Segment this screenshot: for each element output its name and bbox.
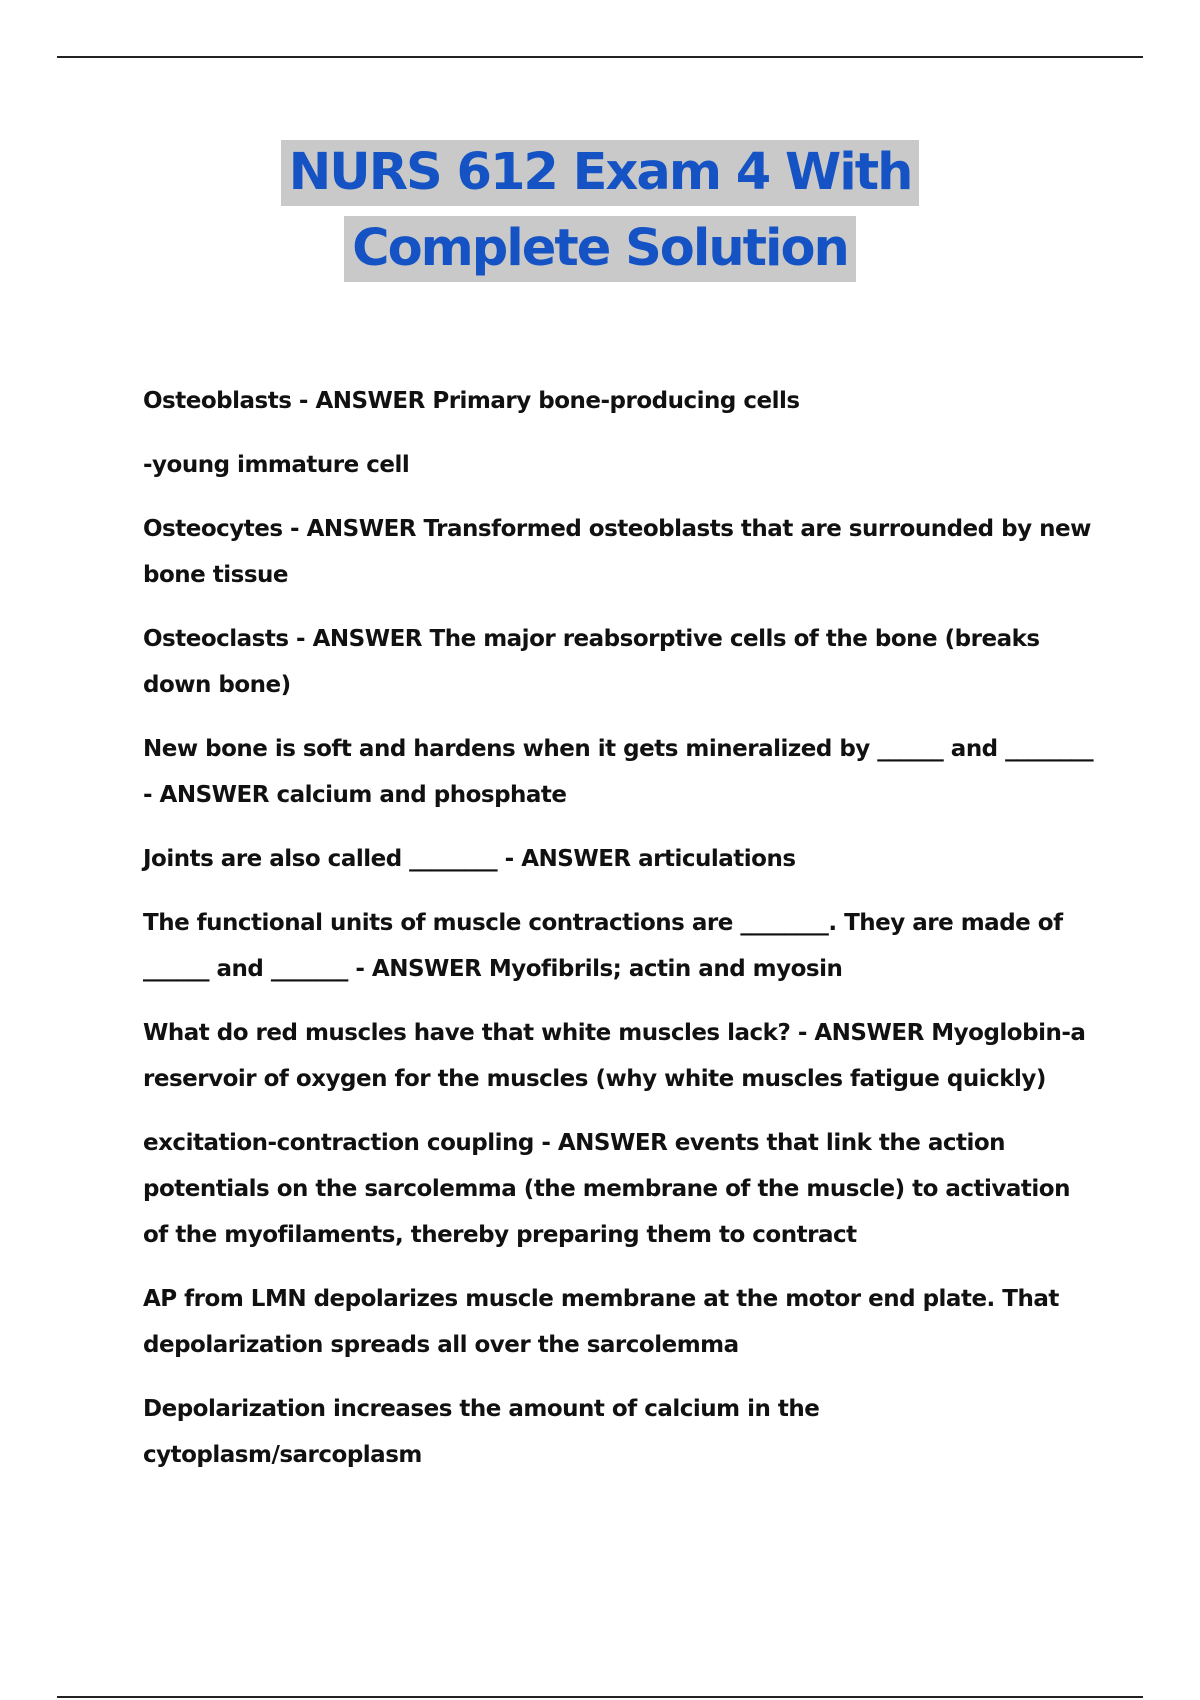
qa-item-ec-coupling: excitation-contraction coupling - ANSWER events that link the action potentials on the sarcolemma (the membrane of the muscle) to activation of the myofilaments, thereby preparing them to contract bbox=[143, 1130, 1070, 1248]
top-rule bbox=[57, 56, 1143, 58]
qa-item-osteoclasts: Osteoclasts - ANSWER The major reabsorptive cells of the bone (breaks down bone) bbox=[143, 626, 1040, 698]
qa-item-osteoblasts-note: -young immature cell bbox=[143, 452, 410, 478]
title-line-2: Complete Solution bbox=[344, 216, 856, 282]
qa-item-joints: Joints are also called ________ - ANSWER articulations bbox=[143, 846, 796, 872]
qa-item-osteoblasts: Osteoblasts - ANSWER Primary bone-producing cells bbox=[143, 388, 800, 414]
qa-item-mineralization: New bone is soft and hardens when it gets mineralized by ______ and ________ - ANSWER calcium and phosphate bbox=[143, 736, 1094, 808]
document-title bbox=[0, 140, 1200, 282]
qa-item-muscle-units: The functional units of muscle contractions are ________. They are made of ______ and _______ - ANSWER Myofibrils; actin and myosin bbox=[143, 910, 1063, 982]
qa-item-red-muscles: What do red muscles have that white muscles lack? - ANSWER Myoglobin-a reservoir of oxygen for the muscles (why white muscles fatigue quickly) bbox=[143, 1020, 1086, 1092]
qa-item-ap-lmn: AP from LMN depolarizes muscle membrane at the motor end plate. That depolarization spreads all over the sarcolemma bbox=[143, 1286, 1059, 1358]
qa-item-osteocytes: Osteocytes - ANSWER Transformed osteoblasts that are surrounded by new bone tissue bbox=[143, 516, 1091, 588]
qa-item-depolarization: Depolarization increases the amount of calcium in the cytoplasm/sarcoplasm bbox=[143, 1396, 820, 1468]
document-body bbox=[143, 378, 1099, 1496]
title-line-1: NURS 612 Exam 4 With bbox=[281, 140, 920, 206]
bottom-rule bbox=[57, 1696, 1143, 1698]
